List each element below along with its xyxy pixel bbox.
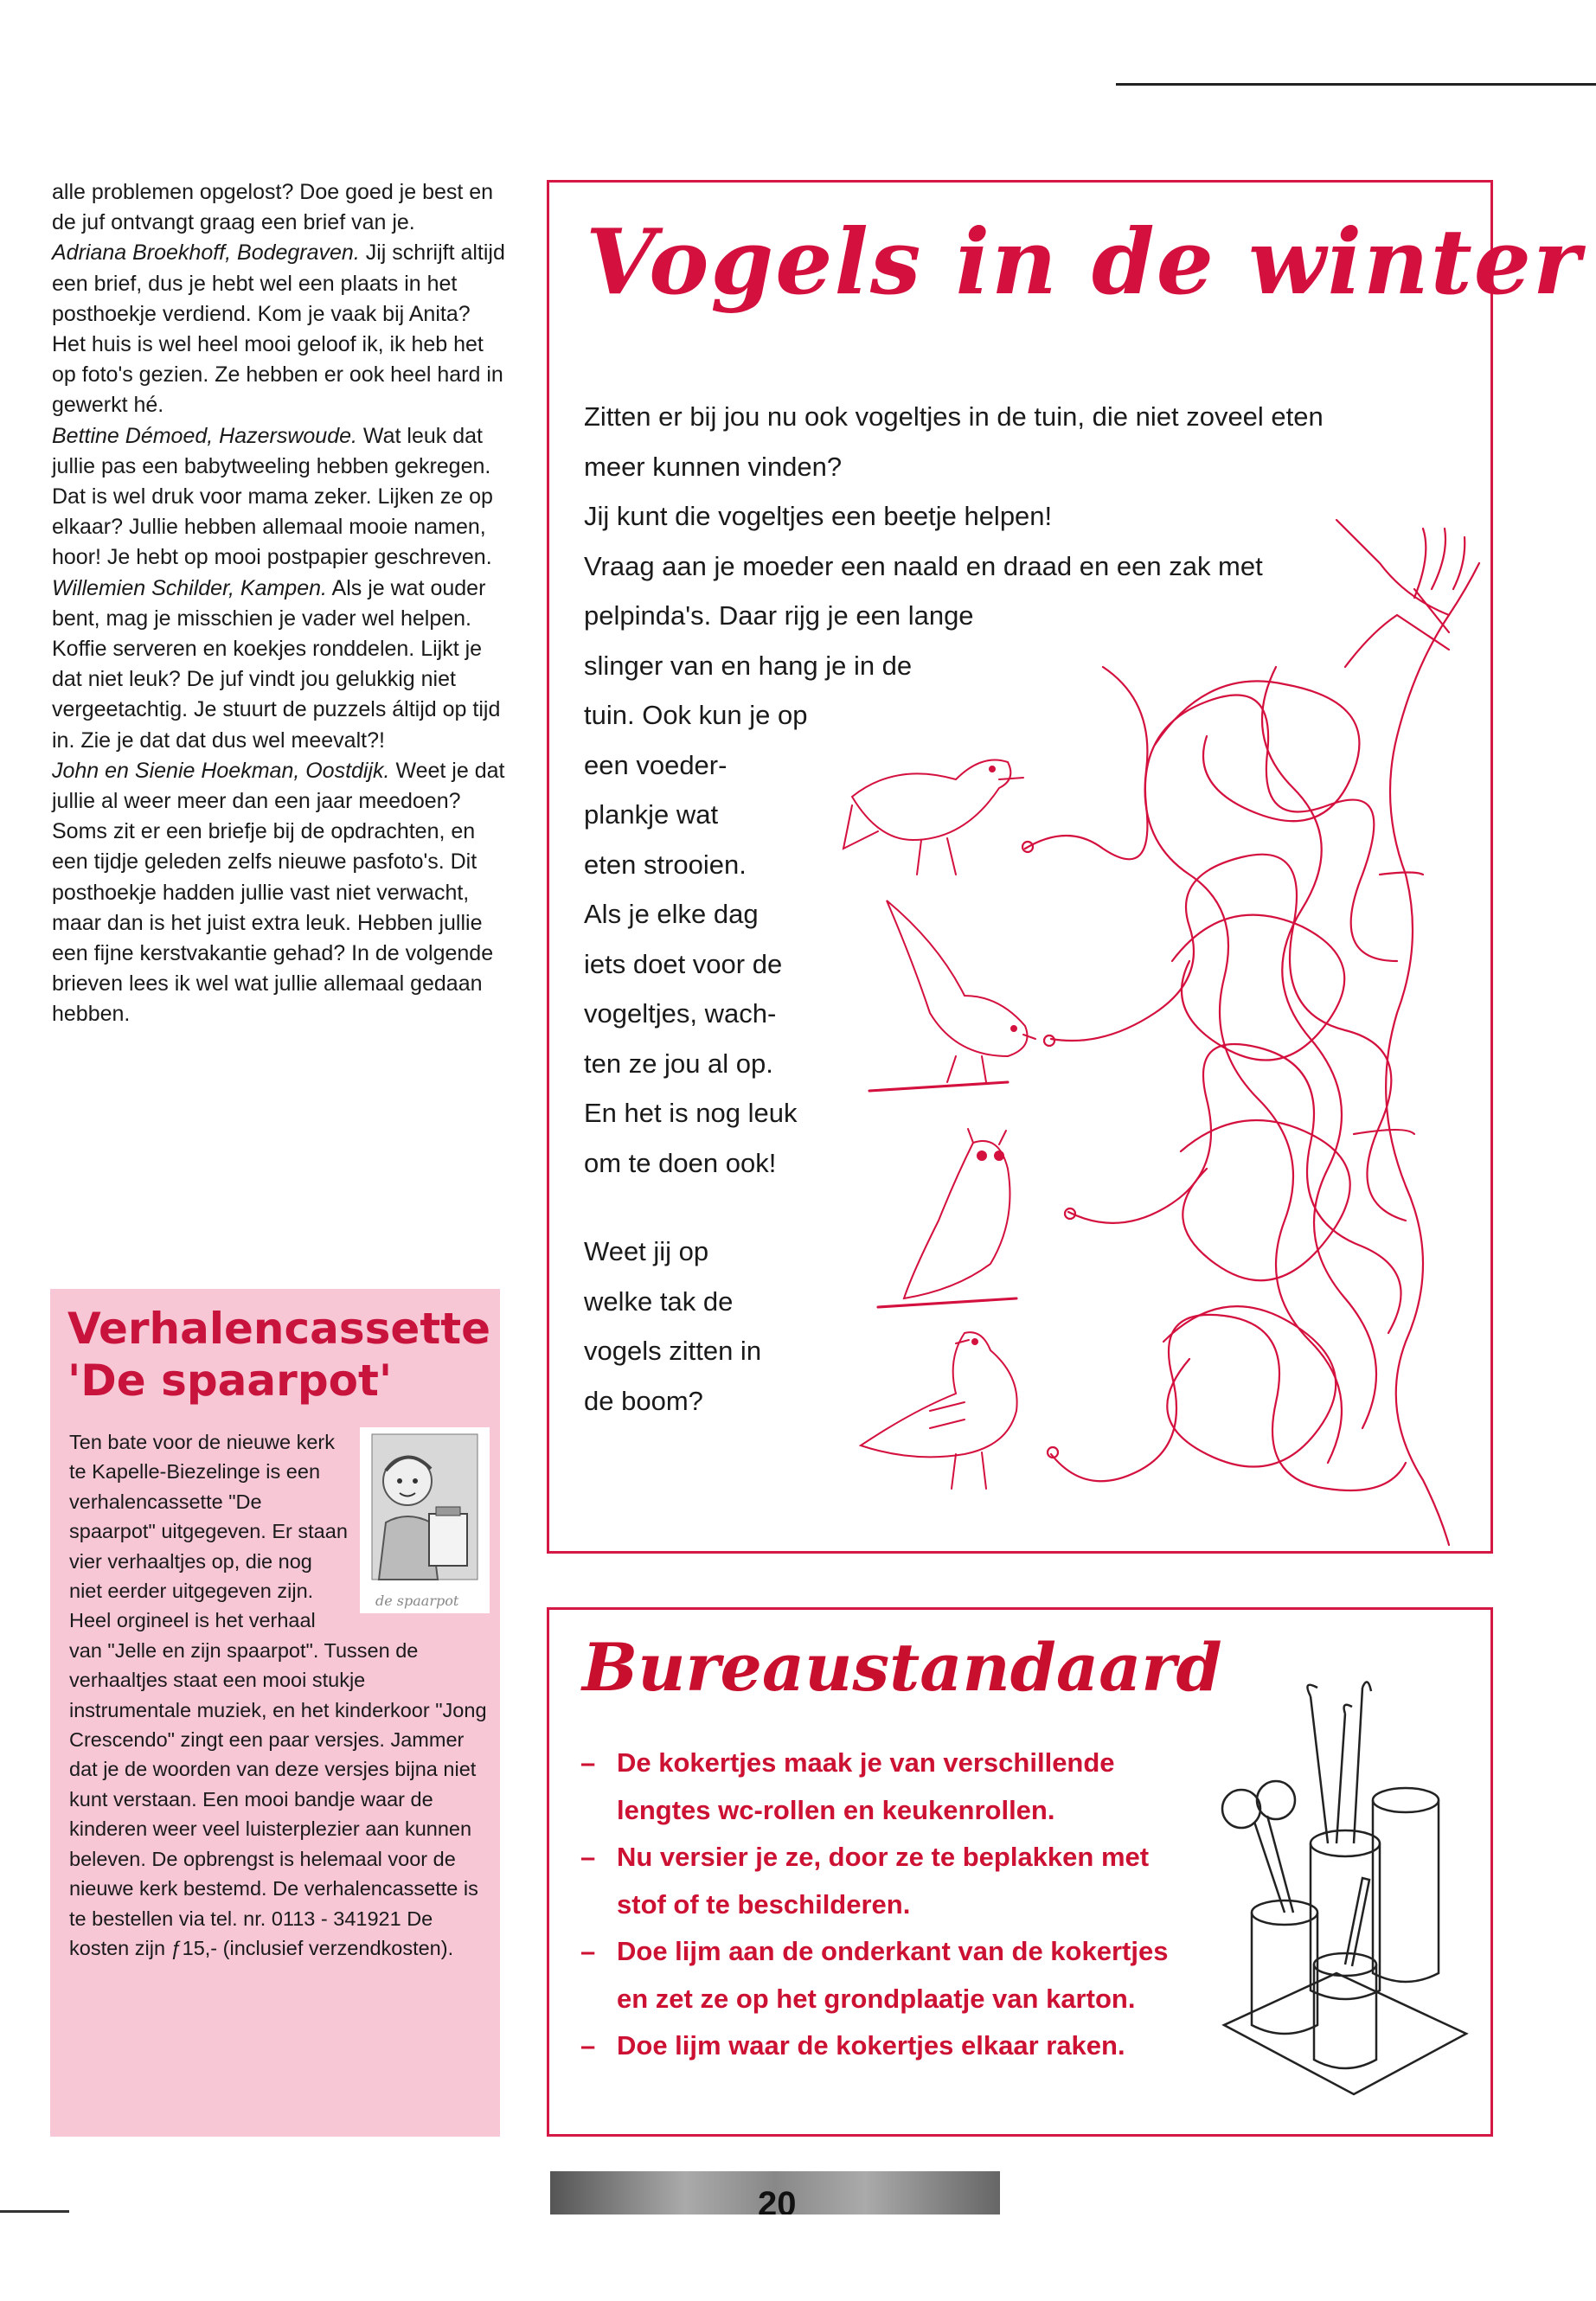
vogels-line: een voeder- [584, 749, 727, 780]
instruction-item: – Doe lijm aan de onderkant van de kokertjes en zet ze op het grondplaatje van karton. [580, 1928, 1203, 2022]
vogels-line: Vraag aan je moeder een naald en draad en een zak met [584, 550, 1263, 581]
desk-organizer-drawing [1215, 1679, 1475, 2112]
tube-3-top [1373, 1788, 1439, 1812]
cassette-title-line2: 'De spaarpot' [67, 1356, 393, 1406]
letter-2 [52, 421, 506, 574]
vogels-line: Als je elke dag [584, 899, 759, 929]
tree-trunk-outline [1386, 615, 1449, 1545]
tree-branches [1336, 520, 1479, 667]
maze-end-right-1 [1380, 873, 1423, 875]
question-line: de boom? [584, 1385, 703, 1416]
letter-1-name: Adriana Broekhoff, Bodegraven. [52, 240, 360, 266]
vogels-line: tuin. Ook kun je op [584, 700, 808, 730]
question-line: welke tak de [584, 1285, 734, 1317]
bird-owl [878, 1129, 1016, 1307]
maze-wiggle-2 [1262, 667, 1376, 1428]
letter-3-name: Willemien Schilder, Kampen. [52, 575, 327, 600]
instruction-item: – Doe lijm waar de kokertjes elkaar raken. [580, 2022, 1203, 2070]
child-with-piggybank-image [360, 1427, 490, 1613]
vogels-line: eten strooien. [584, 849, 747, 880]
vogels-title: Vogels in de winter [586, 208, 1582, 315]
page-number-bar [550, 2171, 1000, 2214]
letter-2-text: Wat leuk dat jullie pas een babytweeling hebben gekregen. Dat is wel druk voor mama zeker. Lijken ze op elkaar? Jullie hebben allemaal mooie namen, hoor! Je hebt op mooi postpapier geschreven. [52, 423, 493, 570]
page-number: 20 [758, 2185, 797, 2214]
bureaustandaard-box [547, 1607, 1493, 2137]
maze-loop-d [1163, 1306, 1336, 1466]
instruction-item: – Nu versier je ze, door ze te beplakken met stof of te beschilderen. [580, 1834, 1203, 1928]
bird-pigeon [861, 1332, 1017, 1489]
vogels-line: slinger van en hang je in de [584, 650, 913, 681]
letter-2-name: Bettine Démoed, Hazerswoude. [52, 423, 357, 448]
instruction-item: – De kokertjes maak je van verschillende lengtes wc-rollen en keukenrollen. [580, 1740, 1203, 1834]
vogels-line: meer kunnen vinden? [584, 451, 843, 482]
cassette-text-block [69, 1427, 490, 1963]
tube-2-top [1311, 1830, 1380, 1856]
letter-4 [52, 756, 506, 1030]
bureau-title: Bureaustandaard [582, 1629, 1222, 1706]
brush-1 [1311, 1688, 1362, 1843]
tube-1 [1252, 1913, 1317, 2034]
posthoekje-column [52, 177, 506, 1030]
maze-loop-b [1172, 915, 1344, 1061]
vogels-line: pelpinda's. Daar rijg je een lange [584, 600, 974, 631]
photo-caption: de spaarpot [375, 1593, 459, 1609]
bird-robin [843, 760, 1023, 875]
top-rule [1116, 83, 1596, 86]
letter-1 [52, 238, 506, 420]
scissors-ring-2 [1257, 1781, 1295, 1819]
vogels-line: plankje wat [584, 799, 719, 830]
letter-4-name: John en Sienie Hoekman, Oostdijk. [52, 758, 390, 783]
base-plate [1224, 1973, 1466, 2094]
cassette-text: Ten bate voor de nieuwe kerk te Kapelle-Biezelinge is een verhalencassette "De spaarpot" uitgegeven. Er staan vier verhaaltjes op, die nog niet eerder uitgegeven zijn. Heel orgineel is het verhaal van "Jelle en zijn spaarpot". Tussen de verhaaltjes staat een mooi stukje instrumentale muziek, en het kinderkoor "Jong Crescendo" zingt een paar versjes. Jammer dat je de woorden van deze versjes bijna niet kunt verstaan. Een mooi bandje waar de kinderen weer veel luisterplezier aan kunnen beleven. De opbrengst is helemaal voor de nieuwe kerk bestemd. De verhalencassette is te bestellen via tel. nr. 0113 - 341921 De kosten zijn ƒ15,- (inclusief verzendkosten). [69, 1431, 487, 1959]
letter-4-text: Weet je dat jullie al weer meer dan een jaar meedoen? Soms zit er een briefje bij de opdrachten, en een tijdje geleden zelfs nieuwe pasfoto's. Dit posthoekje hadden jullie vast niet verwacht, maar dan is het juist extra leuk. Hebben jullie een fijne kerstvakantie gehad? In de volgende brieven lees ik wel wat jullie allemaal gedaan hebben. [52, 758, 505, 1027]
cassette-title-line1: Verhalencassette [67, 1304, 491, 1354]
maze-path-4 [1051, 1315, 1406, 1490]
vogels-line: vogeltjes, wach- [584, 998, 777, 1029]
vogels-line: ten ze jou al op. [584, 1048, 773, 1079]
tree-maze-illustration [549, 183, 1490, 1551]
cassette-box [50, 1289, 500, 2137]
letter-3 [52, 574, 506, 756]
vogels-line: En het is nog leuk [584, 1098, 798, 1128]
bird-sparrow [869, 901, 1035, 1091]
cassette-title [67, 1303, 491, 1407]
question-line: Weet jij op [584, 1236, 709, 1266]
vogels-line: Zitten er bij jou nu ook vogeltjes in de tuin, die niet zoveel eten [584, 401, 1324, 432]
vogels-line: om te doen ook! [584, 1147, 777, 1178]
maze-loop-c [1181, 1120, 1350, 1280]
vogels-in-de-winter-box [547, 180, 1582, 1554]
vogels-line: Jij kunt die vogeltjes een beetje helpen! [584, 501, 1053, 531]
scissors-blades [1254, 1816, 1293, 1913]
maze-wiggle [1103, 667, 1342, 1463]
intro-text: alle problemen opgelost? Doe goed je best en de juf ontvangt graag een brief van je. [52, 180, 494, 235]
tree-branch-right-top [1414, 529, 1465, 598]
tube-3 [1373, 1800, 1439, 1982]
letter-1-text: Jij schrijft altijd een brief, dus je hebt wel een plaats in het posthoekje verdiend. Kom je vaak bij Anita? Het huis is wel heel mooi geloof ik, ik heb het op foto's gezien. Ze hebben er ook heel hard in gewerkt hé. [52, 240, 505, 418]
maze-path-1 [1025, 695, 1397, 962]
cassette-photo [360, 1427, 490, 1613]
bureau-instructions [580, 1740, 1203, 2070]
string-end-2 [1044, 1035, 1054, 1046]
maze-path-3 [1068, 1044, 1401, 1333]
maze-end-right-2 [1354, 1130, 1414, 1134]
bottom-rule [0, 2210, 69, 2213]
question-line: vogels zitten in [584, 1336, 762, 1366]
letter-3-text: Als je wat ouder bent, mag je misschien je vader wel helpen. Koffie serveren en koekjes ronddelen. Lijkt je dat niet leuk? De juf vindt jou gelukkig niet vergeetachtig. Je stuurt de puzzels áltijd op tijd in. Zie je dat dat dus wel meevalt?! [52, 575, 501, 753]
vogels-line: iets doet voor de [584, 948, 783, 979]
